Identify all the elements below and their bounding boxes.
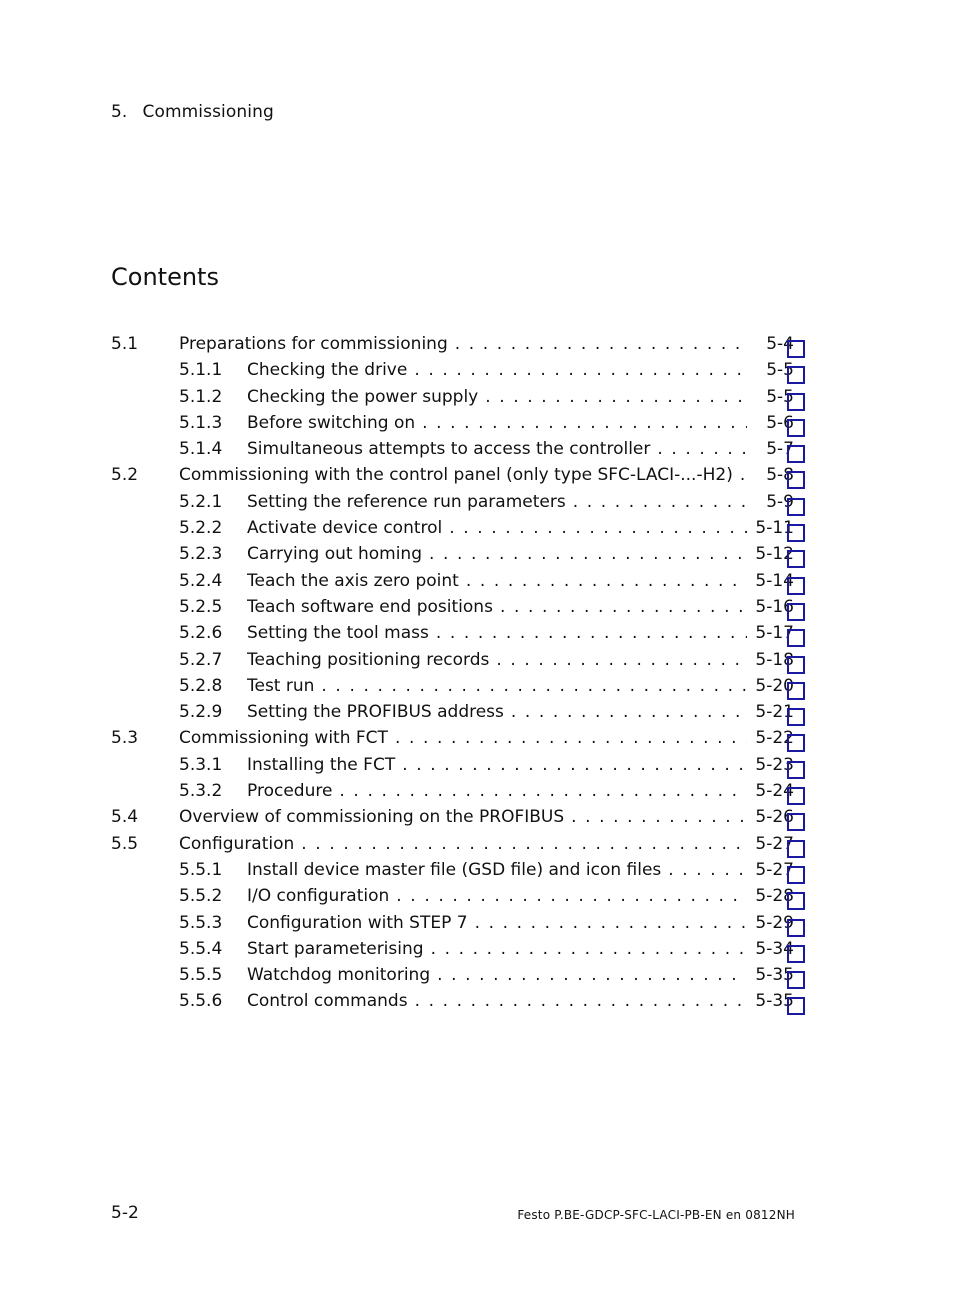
toc-page-number: 5-34 bbox=[755, 938, 794, 959]
toc-entry[interactable] bbox=[0, 804, 954, 830]
toc-entry-title: Commissioning with the control panel (only type SFC-LACI-...-H2) . . . bbox=[179, 462, 747, 488]
toc-page-number: 5-21 bbox=[755, 702, 794, 723]
toc-page-number: 5-27 bbox=[755, 833, 794, 854]
toc-link-box[interactable] bbox=[787, 761, 805, 779]
toc-entry-title: Before switching on . . . bbox=[247, 410, 747, 436]
toc-page-number: 5-28 bbox=[755, 886, 794, 907]
toc-section-number: 5.2.8 bbox=[179, 675, 223, 696]
toc-entry[interactable] bbox=[0, 489, 954, 515]
toc-link-box[interactable] bbox=[787, 603, 805, 621]
toc-page-number: 5-22 bbox=[755, 728, 794, 749]
toc-section-number: 5.5.3 bbox=[179, 912, 223, 933]
toc-link-box[interactable] bbox=[787, 919, 805, 937]
footer-page-number: 5-2 bbox=[111, 1203, 139, 1223]
toc-entry[interactable] bbox=[0, 331, 954, 357]
toc-entry[interactable] bbox=[0, 594, 954, 620]
toc-section-number: 5.5.2 bbox=[179, 886, 223, 907]
toc-link-box[interactable] bbox=[787, 340, 805, 358]
toc-page-number: 5-8 bbox=[766, 465, 794, 486]
toc-page-number: 5-18 bbox=[755, 649, 794, 670]
toc-section-number: 5.5.4 bbox=[179, 938, 223, 959]
toc-entry-title: Activate device control . . . bbox=[247, 515, 747, 541]
toc-link-box[interactable] bbox=[787, 997, 805, 1015]
toc-link-box[interactable] bbox=[787, 524, 805, 542]
toc-entry-title: Simultaneous attempts to access the controller . . . bbox=[247, 436, 747, 462]
toc-entry[interactable] bbox=[0, 699, 954, 725]
toc-link-box[interactable] bbox=[787, 445, 805, 463]
toc-page-number: 5-20 bbox=[755, 675, 794, 696]
toc-page-number: 5-12 bbox=[755, 544, 794, 565]
toc-entry-title: Teach the axis zero point . . . bbox=[247, 568, 747, 594]
toc-section-number: 5.2.1 bbox=[179, 491, 223, 512]
toc-entry-title: Commissioning with FCT . . . bbox=[179, 725, 747, 751]
contents-heading: Contents bbox=[111, 263, 219, 291]
toc-entry-title: Test run . . . bbox=[247, 673, 747, 699]
toc-entry[interactable] bbox=[0, 515, 954, 541]
toc-link-box[interactable] bbox=[787, 945, 805, 963]
toc-link-box[interactable] bbox=[787, 577, 805, 595]
toc-link-box[interactable] bbox=[787, 971, 805, 989]
toc-page-number: 5-11 bbox=[755, 518, 794, 539]
toc-entry[interactable] bbox=[0, 831, 954, 857]
chapter-number: 5. bbox=[111, 102, 128, 122]
toc-entry-title: Preparations for commissioning . . . bbox=[179, 331, 747, 357]
toc-entry-title: Teaching positioning records . . . bbox=[247, 647, 747, 673]
toc-section-number: 5.5.5 bbox=[179, 965, 223, 986]
toc-entry[interactable] bbox=[0, 857, 954, 883]
toc-page-number: 5-26 bbox=[755, 807, 794, 828]
toc-link-box[interactable] bbox=[787, 629, 805, 647]
toc-entry-title: Teach software end positions . . . bbox=[247, 594, 747, 620]
toc-entry[interactable] bbox=[0, 357, 954, 383]
toc-section-number: 5.1.3 bbox=[179, 412, 223, 433]
toc-entry[interactable] bbox=[0, 910, 954, 936]
toc-entry[interactable] bbox=[0, 410, 954, 436]
toc-page-number: 5-17 bbox=[755, 623, 794, 644]
toc-section-number: 5.2.6 bbox=[179, 623, 223, 644]
toc-page-number: 5-4 bbox=[766, 334, 794, 354]
toc-section-number: 5.3.1 bbox=[179, 754, 223, 775]
toc-link-box[interactable] bbox=[787, 708, 805, 726]
toc-entry[interactable] bbox=[0, 883, 954, 909]
toc-entry-title: Setting the PROFIBUS address . . . bbox=[247, 699, 747, 725]
chapter-title: Commissioning bbox=[142, 102, 274, 122]
toc-entry[interactable] bbox=[0, 568, 954, 594]
toc-entry[interactable] bbox=[0, 752, 954, 778]
toc-section-number: 5.4 bbox=[111, 807, 139, 828]
toc-link-box[interactable] bbox=[787, 734, 805, 752]
toc-entry-title: Watchdog monitoring . . . bbox=[247, 962, 747, 988]
toc-section-number: 5.5 bbox=[111, 833, 139, 854]
toc-section-number: 5.1.1 bbox=[179, 360, 223, 381]
toc-page-number: 5-5 bbox=[766, 360, 794, 381]
toc-section-number: 5.2.3 bbox=[179, 544, 223, 565]
toc-entry[interactable] bbox=[0, 620, 954, 646]
toc-entry[interactable] bbox=[0, 988, 954, 1014]
toc-section-number: 5.2.9 bbox=[179, 702, 223, 723]
toc-entry[interactable] bbox=[0, 936, 954, 962]
toc-entry[interactable] bbox=[0, 778, 954, 804]
toc-entry[interactable] bbox=[0, 462, 954, 488]
footer-document-id: Festo P.BE-GDCP-SFC-LACI-PB-EN en 0812NH bbox=[517, 1208, 795, 1222]
toc-entry[interactable] bbox=[0, 725, 954, 751]
toc-entry-title: Checking the drive . . . bbox=[247, 357, 747, 383]
toc-entry-title: Setting the tool mass . . . bbox=[247, 620, 747, 646]
toc-link-box[interactable] bbox=[787, 419, 805, 437]
toc-entry-title: I/O configuration . . . bbox=[247, 883, 747, 909]
toc-page-number: 5-35 bbox=[755, 965, 794, 986]
toc-section-number: 5.2.4 bbox=[179, 570, 223, 591]
toc-link-box[interactable] bbox=[787, 813, 805, 831]
toc-section-number: 5.2.7 bbox=[179, 649, 223, 670]
toc-page-number: 5-16 bbox=[755, 596, 794, 617]
toc-link-box[interactable] bbox=[787, 656, 805, 674]
toc-page-number: 5-6 bbox=[766, 412, 794, 433]
toc-link-box[interactable] bbox=[787, 550, 805, 568]
toc-link-box[interactable] bbox=[787, 393, 805, 411]
toc-page-number: 5-35 bbox=[755, 991, 794, 1012]
toc-entry-title: Carrying out homing . . . bbox=[247, 541, 747, 567]
toc-page-number: 5-23 bbox=[755, 754, 794, 775]
toc-section-number: 5.1 bbox=[111, 334, 139, 354]
toc-section-number: 5.5.1 bbox=[179, 859, 223, 880]
toc-entry[interactable] bbox=[0, 541, 954, 567]
toc-link-box[interactable] bbox=[787, 682, 805, 700]
toc-section-number: 5.5.6 bbox=[179, 991, 223, 1012]
toc-section-number: 5.1.4 bbox=[179, 439, 223, 460]
toc-page-number: 5-5 bbox=[766, 386, 794, 407]
toc-entry-title: Configuration . . . bbox=[179, 831, 747, 857]
toc-section-number: 5.3 bbox=[111, 728, 139, 749]
running-header bbox=[111, 102, 274, 122]
toc-link-box[interactable] bbox=[787, 892, 805, 910]
toc-link-box[interactable] bbox=[787, 787, 805, 805]
toc-section-number: 5.2.2 bbox=[179, 518, 223, 539]
toc-entry[interactable] bbox=[0, 436, 954, 462]
toc-entry-title: Procedure . . . bbox=[247, 778, 747, 804]
toc-section-number: 5.2 bbox=[111, 465, 139, 486]
toc-entry-title: Configuration with STEP 7 . . . bbox=[247, 910, 747, 936]
toc-link-box[interactable] bbox=[787, 366, 805, 384]
toc-entry-title: Install device master file (GSD file) and icon files . . . bbox=[247, 857, 747, 883]
toc-entry[interactable] bbox=[0, 647, 954, 673]
toc-entry-title: Start parameterising . . . bbox=[247, 936, 747, 962]
toc-section-number: 5.1.2 bbox=[179, 386, 223, 407]
toc-entry-title: Setting the reference run parameters . . . bbox=[247, 489, 747, 515]
toc-entry-title: Installing the FCT . . . bbox=[247, 752, 747, 778]
toc-entry-title: Checking the power supply . . . bbox=[247, 384, 747, 410]
toc-page-number: 5-7 bbox=[766, 439, 794, 460]
toc-entry-title: Overview of commissioning on the PROFIBUS . . . bbox=[179, 804, 747, 830]
toc-entry[interactable] bbox=[0, 673, 954, 699]
toc-page-number: 5-14 bbox=[755, 570, 794, 591]
toc-entry-title: Control commands . . . bbox=[247, 988, 747, 1014]
toc-page-number: 5-29 bbox=[755, 912, 794, 933]
toc-section-number: 5.2.5 bbox=[179, 596, 223, 617]
toc-link-box[interactable] bbox=[787, 498, 805, 516]
table-of-contents bbox=[0, 331, 954, 1015]
toc-page-number: 5-27 bbox=[755, 859, 794, 880]
toc-link-box[interactable] bbox=[787, 471, 805, 489]
toc-page-number: 5-24 bbox=[755, 781, 794, 802]
toc-entry[interactable] bbox=[0, 962, 954, 988]
toc-link-box[interactable] bbox=[787, 866, 805, 884]
toc-page-number: 5-9 bbox=[766, 491, 794, 512]
toc-link-box[interactable] bbox=[787, 840, 805, 858]
toc-entry[interactable] bbox=[0, 384, 954, 410]
toc-section-number: 5.3.2 bbox=[179, 781, 223, 802]
